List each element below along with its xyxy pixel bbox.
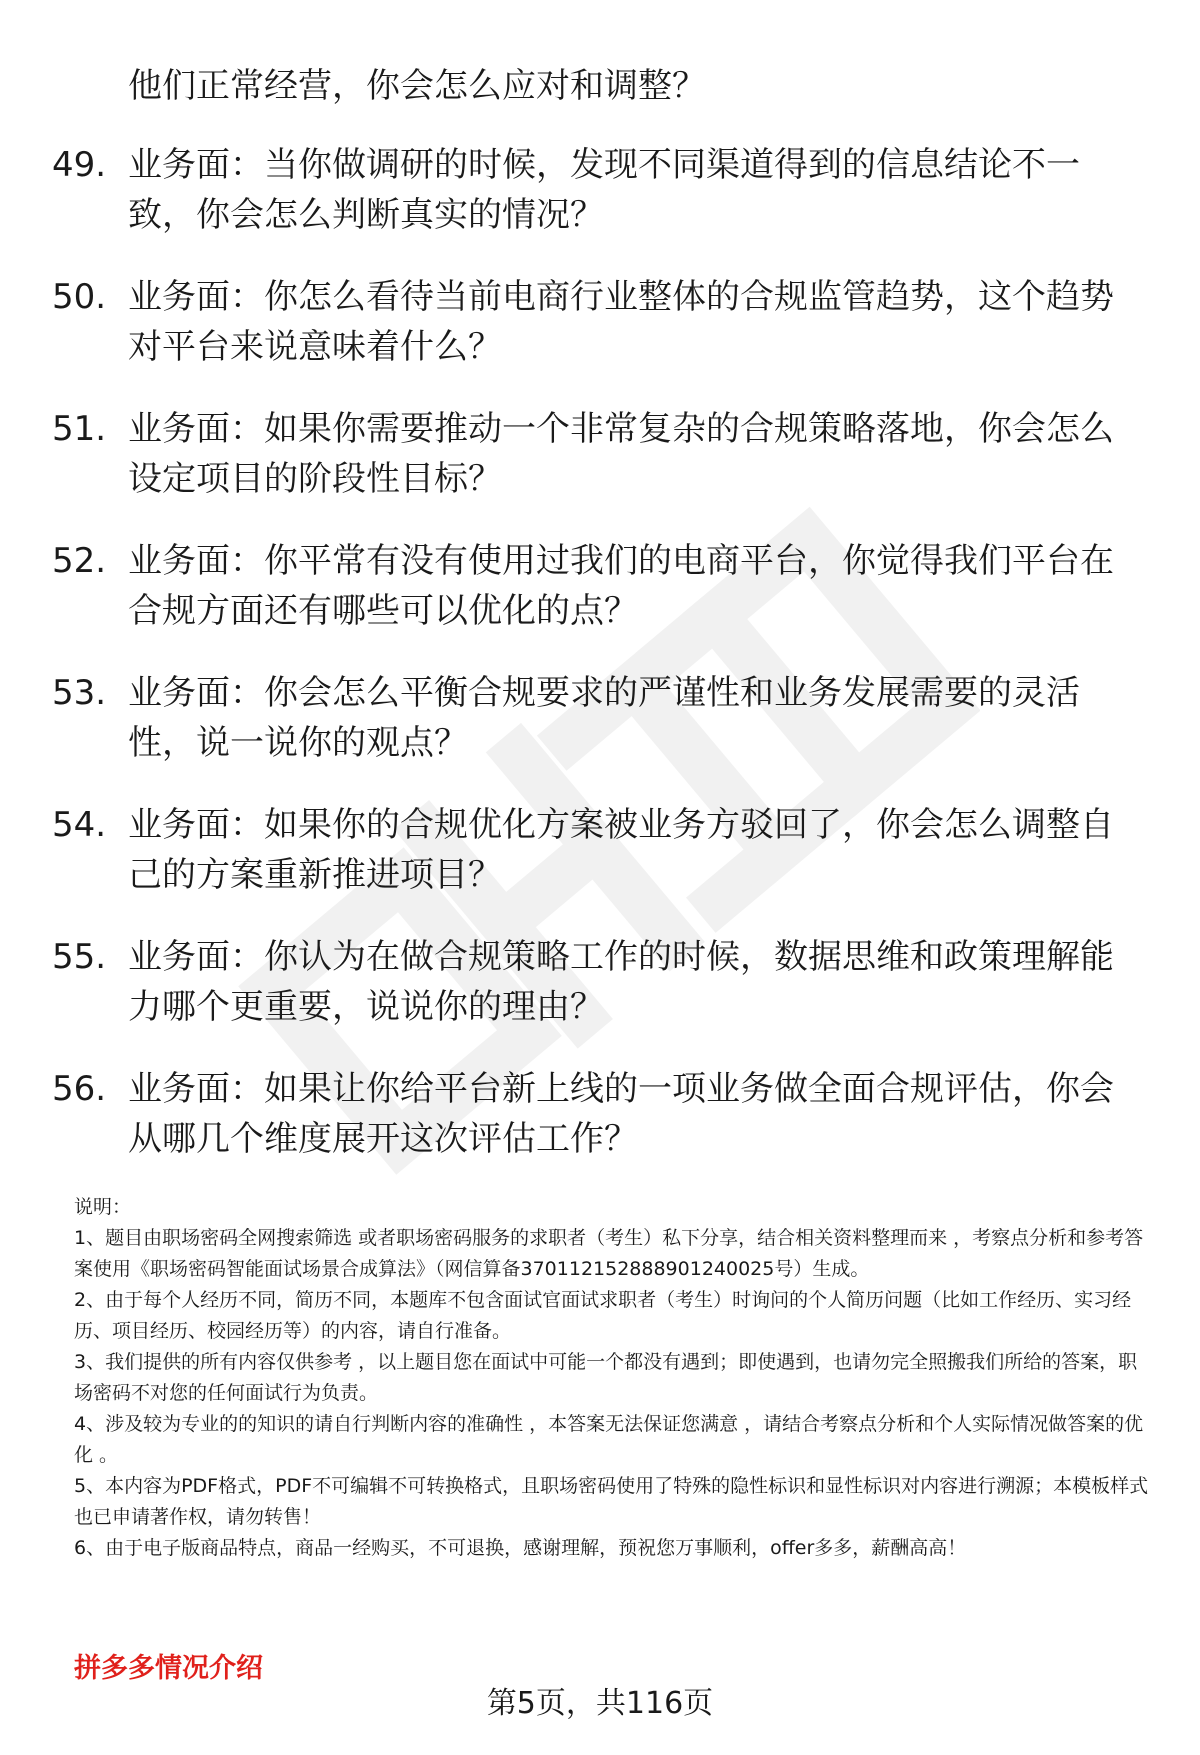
question-text: 业务面：你认为在做合规策略工作的时候，数据思维和政策理解能力哪个更重要，说说你的理由？	[128, 937, 1114, 1027]
question-number: 53.	[52, 673, 107, 713]
question-text: 业务面：你怎么看待当前电商行业整体的合规监管趋势，这个趋势对平台来说意味着什么？	[128, 277, 1114, 367]
note-item: 5、本内容为PDF格式，PDF不可编辑不可转换格式，且职场密码使用了特殊的隐性标识和显性标识对内容进行溯源；本模板样式也已申请著作权，请勿转售！	[74, 1475, 1149, 1528]
note-item: 6、由于电子版商品特点，商品一经购买，不可退换，感谢理解，预祝您万事顺利，offer多多，薪酬高高！	[74, 1537, 967, 1559]
question-text: 业务面：你会怎么平衡合规要求的严谨性和业务发展需要的灵活性，说一说你的观点？	[128, 673, 1080, 763]
question-number: 49.	[52, 145, 107, 185]
note-item: 3、我们提供的所有内容仅供参考 ，以上题目您在面试中可能一个都没有遇到；即使遇到，也请勿完全照搬我们所给的答案，职场密码不对您的任何面试行为负责。	[74, 1351, 1138, 1404]
question-item	[0, 800, 1200, 932]
question-number: 52.	[52, 541, 107, 581]
question-item	[0, 140, 1200, 272]
question-item	[0, 668, 1200, 800]
note-item: 4、涉及较为专业的的知识的请自行判断内容的准确性 ，本答案无法保证您满意 ，请结合考察点分析和个人实际情况做答案的优化 。	[74, 1413, 1144, 1466]
question-text: 业务面：如果让你给平台新上线的一项业务做全面合规评估，你会从哪几个维度展开这次评估工作？	[128, 1069, 1114, 1159]
question-item	[0, 1064, 1200, 1196]
question-text: 业务面：如果你需要推动一个非常复杂的合规策略落地，你会怎么设定项目的阶段性目标？	[128, 409, 1114, 499]
question-item	[0, 932, 1200, 1064]
question-item	[0, 272, 1200, 404]
question-number: 51.	[52, 409, 107, 449]
question-number: 50.	[52, 277, 107, 317]
note-item: 2、由于每个人经历不同，简历不同，本题库不包含面试官面试求职者（考生）时询问的个人简历问题（比如工作经历、实习经历、项目经历、校园经历等）的内容，请自行准备。	[74, 1289, 1132, 1342]
question-text: 业务面：当你做调研的时候，发现不同渠道得到的信息结论不一致，你会怎么判断真实的情况？	[128, 145, 1080, 235]
question-text: 业务面：如果你的合规优化方案被业务方驳回了，你会怎么调整自己的方案重新推进项目？	[128, 805, 1114, 895]
question-number: 56.	[52, 1069, 107, 1109]
notes-heading: 说明：	[74, 1196, 132, 1218]
question-item	[0, 404, 1200, 536]
question-text: 业务面：你平常有没有使用过我们的电商平台，你觉得我们平台在合规方面还有哪些可以优化的点？	[128, 541, 1114, 631]
continued-question-text: 他们正常经营，你会怎么应对和调整？	[128, 66, 706, 106]
disclaimer-notes	[74, 1192, 1154, 1564]
note-item: 1、题目由职场密码全网搜索筛选 或者职场密码服务的求职者（考生）私下分享，结合相关资料整理而来 ，考察点分析和参考答案使用《职场密码智能面试场景合成算法》（网信算备370112152888901240025号）生成。	[74, 1227, 1144, 1280]
question-number: 55.	[52, 937, 107, 977]
section-title: 拼多多情况介绍	[74, 1653, 263, 1684]
question-list	[0, 140, 1200, 1196]
question-item	[0, 536, 1200, 668]
question-number: 54.	[52, 805, 107, 845]
page-number: 第5页，共116页	[486, 1686, 714, 1721]
